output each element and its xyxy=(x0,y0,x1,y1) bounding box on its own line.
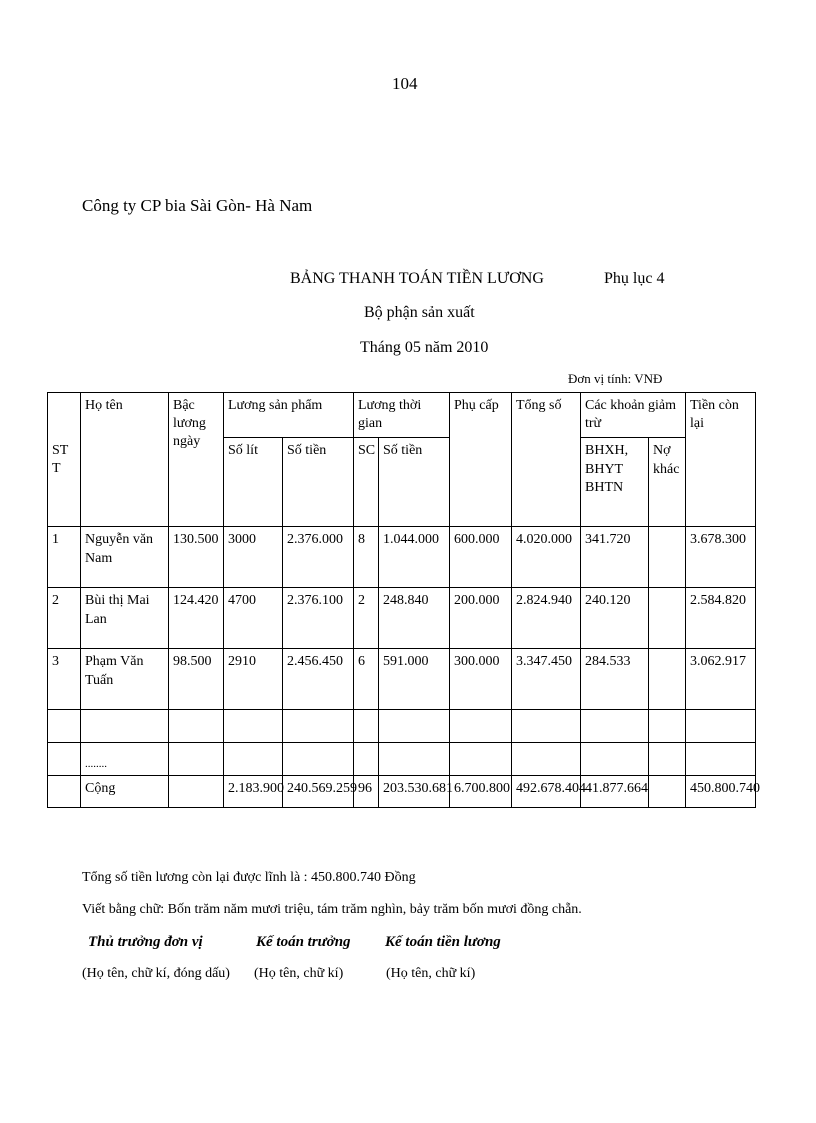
cell-amount-time: 1.044.000 xyxy=(379,527,450,588)
cell-name: Phạm Văn Tuấn xyxy=(81,649,169,710)
empty-cell xyxy=(379,743,450,776)
empty-cell xyxy=(354,743,379,776)
cell-remaining: 3.678.300 xyxy=(686,527,756,588)
signature-note-chief-accountant: (Họ tên, chữ kí) xyxy=(254,966,344,981)
header-allowance: Phụ cấp xyxy=(450,393,512,527)
empty-cell xyxy=(48,743,81,776)
header-row-1 xyxy=(48,393,756,438)
total-sc: 96 xyxy=(354,776,379,808)
header-total: Tổng số xyxy=(512,393,581,527)
signature-note-payroll-accountant: (Họ tên, chữ kí) xyxy=(386,966,476,981)
total-row xyxy=(48,776,756,808)
cell-stt: 1 xyxy=(48,527,81,588)
table-row xyxy=(48,588,756,649)
signature-title-payroll-accountant: Kế toán tiền lương xyxy=(385,934,501,950)
empty-cell xyxy=(649,743,686,776)
company-name: Công ty CP bia Sài Gòn- Hà Nam xyxy=(82,196,313,215)
ellipsis-cell: ........ xyxy=(81,743,169,776)
header-rank: Bậc lương ngày xyxy=(169,393,224,527)
empty-cell xyxy=(283,710,354,743)
department: Bộ phận sản xuất xyxy=(364,304,475,321)
cell-sc: 2 xyxy=(354,588,379,649)
empty-cell xyxy=(48,776,81,808)
cell-stt: 3 xyxy=(48,649,81,710)
empty-cell xyxy=(512,710,581,743)
empty-cell xyxy=(686,743,756,776)
header-amount-time: Số tiền xyxy=(379,438,450,527)
total-total: 492.678.404 xyxy=(512,776,581,808)
cell-allowance: 300.000 xyxy=(450,649,512,710)
empty-cell xyxy=(81,710,169,743)
header-sc: SC xyxy=(354,438,379,527)
total-label: Cộng xyxy=(81,776,169,808)
appendix-label: Phụ lục 4 xyxy=(604,270,665,287)
total-allowance: 6.700.800 xyxy=(450,776,512,808)
cell-amount-time: 248.840 xyxy=(379,588,450,649)
cell-remaining: 2.584.820 xyxy=(686,588,756,649)
cell-insurance: 284.533 xyxy=(581,649,649,710)
table-row xyxy=(48,649,756,710)
payroll-table xyxy=(47,392,760,808)
header-liters: Số lít xyxy=(224,438,283,527)
cell-amount-product: 2.376.100 xyxy=(283,588,354,649)
cell-liters: 3000 xyxy=(224,527,283,588)
cell-name: Nguyễn văn Nam xyxy=(81,527,169,588)
empty-cell xyxy=(283,743,354,776)
table-row-empty xyxy=(48,710,756,743)
total-amount-product: 240.569.259 xyxy=(283,776,354,808)
cell-sc: 8 xyxy=(354,527,379,588)
signature-title-director: Thủ trưởng đơn vị xyxy=(88,934,203,950)
table-row-ellipsis xyxy=(48,743,756,776)
cell-remaining: 3.062.917 xyxy=(686,649,756,710)
total-liters: 2.183.900 xyxy=(224,776,283,808)
header-name: Họ tên xyxy=(81,393,169,527)
empty-cell xyxy=(169,710,224,743)
cell-allowance: 200.000 xyxy=(450,588,512,649)
header-time-salary: Lương thời gian xyxy=(354,393,450,438)
cell-stt: 2 xyxy=(48,588,81,649)
signature-note-director: (Họ tên, chữ kí, đóng dấu) xyxy=(82,966,230,981)
empty-cell xyxy=(224,710,283,743)
empty-cell xyxy=(354,710,379,743)
total-insurance: 41.877.664 xyxy=(581,776,649,808)
cell-liters: 2910 xyxy=(224,649,283,710)
summary-words: Viết bằng chữ: Bốn trăm năm mươi triệu, tám trăm nghìn, bảy trăm bốn mươi đồng chẵn. xyxy=(82,902,582,917)
empty-cell xyxy=(379,710,450,743)
cell-insurance: 341.720 xyxy=(581,527,649,588)
empty-cell xyxy=(169,776,224,808)
header-amount-product: Số tiền xyxy=(283,438,354,527)
header-stt: ST T xyxy=(48,393,81,527)
cell-total: 2.824.940 xyxy=(512,588,581,649)
cell-total: 3.347.450 xyxy=(512,649,581,710)
empty-cell xyxy=(649,710,686,743)
cell-rank: 98.500 xyxy=(169,649,224,710)
cell-allowance: 600.000 xyxy=(450,527,512,588)
empty-cell xyxy=(224,743,283,776)
empty-cell xyxy=(48,710,81,743)
cell-liters: 4700 xyxy=(224,588,283,649)
cell-amount-time: 591.000 xyxy=(379,649,450,710)
cell-amount-product: 2.456.450 xyxy=(283,649,354,710)
header-deductions: Các khoản giảm trừ xyxy=(581,393,686,438)
empty-cell xyxy=(581,743,649,776)
empty-cell xyxy=(450,743,512,776)
signature-title-chief-accountant: Kế toán trưởng xyxy=(256,934,351,950)
cell-insurance: 240.120 xyxy=(581,588,649,649)
page-number: 104 xyxy=(392,74,418,93)
period: Tháng 05 năm 2010 xyxy=(360,339,489,356)
cell-sc: 6 xyxy=(354,649,379,710)
header-insurance: BHXH, BHYT BHTN xyxy=(581,438,649,527)
cell-total: 4.020.000 xyxy=(512,527,581,588)
table-row xyxy=(48,527,756,588)
total-remaining: 450.800.740 xyxy=(686,776,756,808)
summary-amount: Tổng số tiền lương còn lại được lĩnh là : 450.800.740 Đồng xyxy=(82,870,416,885)
header-other-debt: Nợ khác xyxy=(649,438,686,527)
cell-other-debt xyxy=(649,649,686,710)
empty-cell xyxy=(581,710,649,743)
cell-other-debt xyxy=(649,588,686,649)
cell-amount-product: 2.376.000 xyxy=(283,527,354,588)
empty-cell xyxy=(169,743,224,776)
cell-rank: 124.420 xyxy=(169,588,224,649)
empty-cell xyxy=(450,710,512,743)
header-product-salary: Lương sản phẩm xyxy=(224,393,354,438)
document-title: BẢNG THANH TOÁN TIỀN LƯƠNG xyxy=(290,270,544,287)
empty-cell xyxy=(649,776,686,808)
total-amount-time: 203.530.681 xyxy=(379,776,450,808)
header-remaining: Tiền còn lại xyxy=(686,393,756,527)
empty-cell xyxy=(686,710,756,743)
cell-other-debt xyxy=(649,527,686,588)
cell-rank: 130.500 xyxy=(169,527,224,588)
empty-cell xyxy=(512,743,581,776)
cell-name: Bùi thị Mai Lan xyxy=(81,588,169,649)
currency-unit: Đơn vị tính: VNĐ xyxy=(568,371,663,386)
